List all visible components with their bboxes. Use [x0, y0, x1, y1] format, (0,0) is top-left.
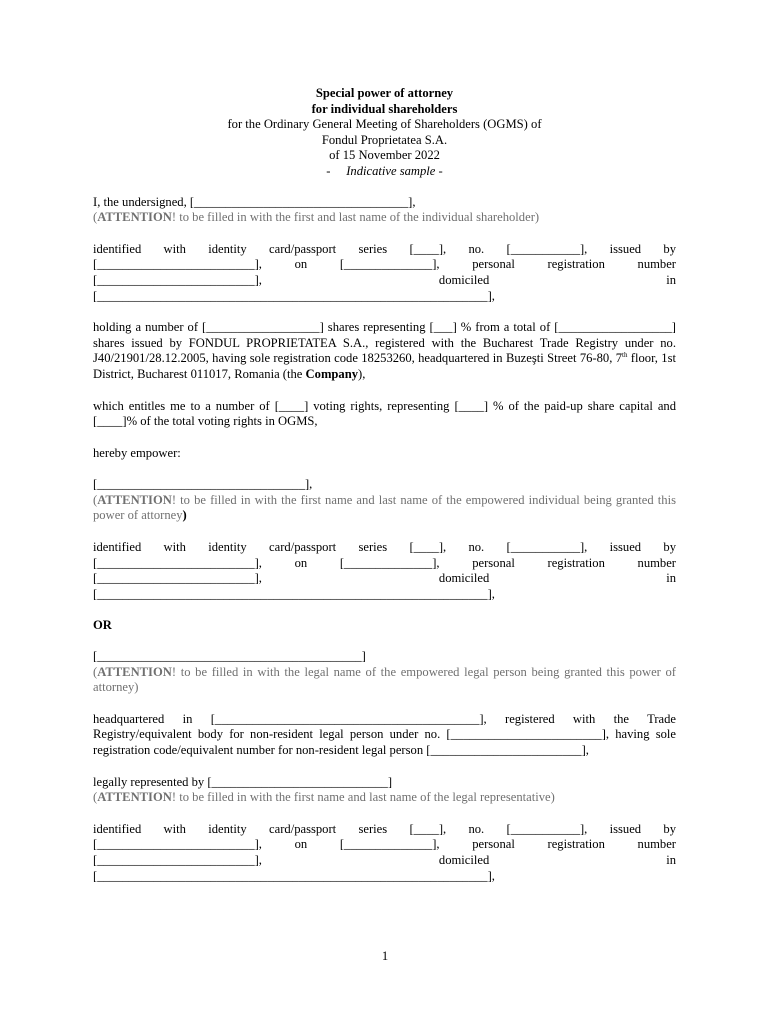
meeting-line: for the Ordinary General Meeting of Shareholders (OGMS) of — [227, 117, 542, 132]
date-line: of 15 November 2022 — [329, 148, 440, 163]
identity-line: [______________________________________________________________], — [93, 868, 495, 883]
empowered-name-line: [_________________________________], — [93, 477, 313, 492]
identity-block-shareholder — [93, 242, 676, 304]
identity-line: identified with identity card/passport series [____], no. [___________], issued by — [93, 821, 676, 836]
voting-rights-paragraph: which entitles me to a number of [____] voting rights, representing [____] % of the paid-up share capital and [____]% of the total voting rights in OGMS, — [93, 398, 676, 429]
attention-note-representative: (ATTENTION! to be filled in with the first name and last name of the legal representative) — [93, 790, 555, 805]
doc-title: Special power of attorney — [315, 86, 454, 100]
or-separator: OR — [93, 618, 112, 633]
empower-line: hereby empower: — [93, 445, 181, 460]
identity-line: [_________________________], on [______________], personal registration number — [93, 555, 676, 570]
identity-line: [______________________________________________________________], — [93, 288, 495, 303]
headquarters-paragraph: headquartered in [__________________________________________], registered with the Trade Registry/equivalent body for non-resident legal person under no. [________________________], having sole registration code/equivalent number for non-resident legal person [________________________], — [93, 711, 676, 757]
identity-line: [_________________________], on [______________], personal registration number — [93, 257, 676, 272]
doc-subtitle: for individual shareholders — [311, 101, 458, 116]
identity-line: [_________________________], domiciled in — [93, 272, 676, 287]
attention-note-empowered: (ATTENTION! to be filled in with the first name and last name of the empowered individual being granted this power of attorney) — [93, 492, 676, 523]
identity-line: identified with identity card/passport series [____], no. [___________], issued by — [93, 241, 676, 256]
sample-dash: - — [326, 163, 331, 178]
identity-block-representative — [93, 822, 676, 884]
page-number: 1 — [381, 949, 389, 963]
undersigned-line: I, the undersigned, [__________________________________], — [93, 194, 416, 209]
identity-block-empowered — [93, 540, 676, 602]
sample-text: Indicative sample - — [346, 163, 443, 178]
legal-name-line: [__________________________________________] — [93, 649, 366, 664]
sample-line — [93, 164, 676, 180]
identity-line: identified with identity card/passport series [____], no. [___________], issued by — [93, 540, 676, 555]
identity-line: [_________________________], on [______________], personal registration number — [93, 837, 676, 852]
identity-line: [______________________________________________________________], — [93, 586, 495, 601]
holding-paragraph: holding a number of [__________________] shares representing [___] % from a total of [__________________] shares issued by FONDUL PROPRIETATEA S.A., registered with the Bucharest Trade Registry under no. J40/21901/28.12.2005, having sole registration code 18253260, headquartered in Buzeşti Street 76-80, 7th floor, 1st District, Bucharest 011017, Romania (the Company), — [93, 320, 676, 381]
identity-line: [_________________________], domiciled in — [93, 571, 676, 586]
document-page — [93, 86, 676, 884]
identity-line: [_________________________], domiciled in — [93, 852, 676, 867]
legal-representative-line: legally represented by [____________________________] — [93, 774, 393, 789]
attention-note-legal: (ATTENTION! to be filled in with the legal name of the empowered legal person being granted this power of attorney) — [93, 664, 676, 695]
attention-note-shareholder: (ATTENTION! to be filled in with the first and last name of the individual shareholder) — [93, 210, 540, 225]
company-line: Fondul Proprietatea S.A. — [321, 132, 448, 147]
document-header — [93, 86, 676, 180]
